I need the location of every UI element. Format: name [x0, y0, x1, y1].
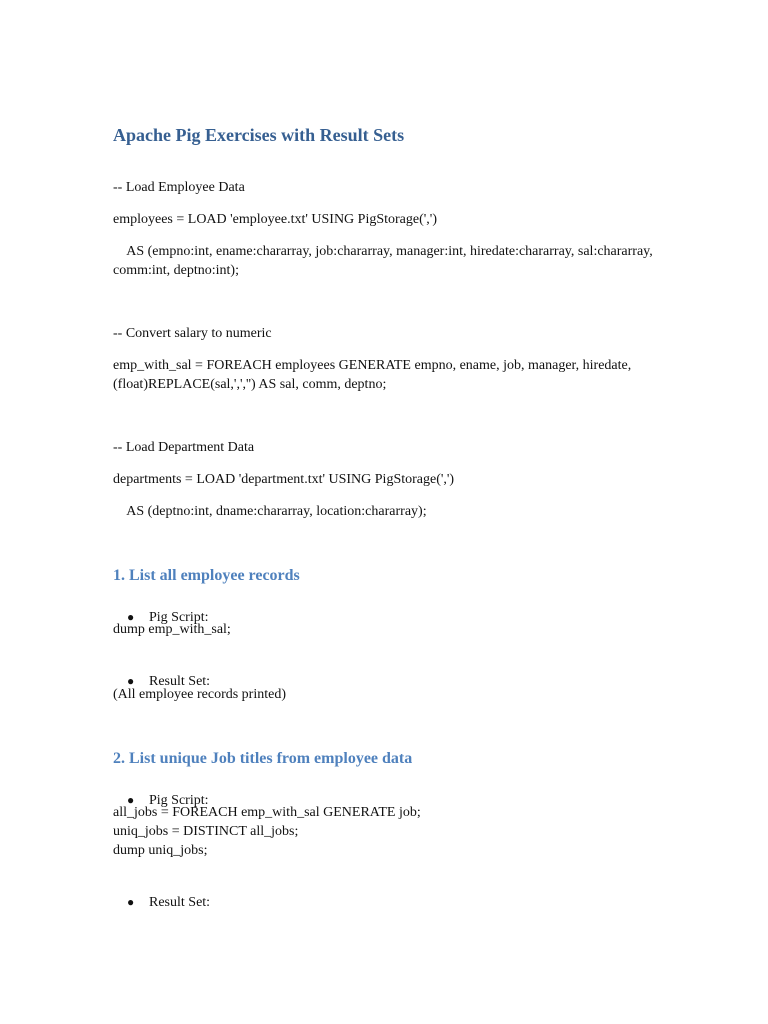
section-2-result-label: Result Set: [149, 895, 211, 910]
section-2-script-line-1: all_jobs = FOREACH emp_with_sal GENERATE job; [113, 805, 421, 820]
convert-salary-line: emp_with_sal = FOREACH employees GENERATE empno, ename, job, manager, hiredate, [113, 358, 632, 373]
section-2-heading: 2. List unique Job titles from employee data [113, 750, 413, 767]
section-2-script-line-2: uniq_jobs = DISTINCT all_jobs; [113, 824, 299, 839]
load-employee-line: employees = LOAD 'employee.txt' USING PigStorage(',') [113, 212, 437, 227]
convert-salary-line-cont: (float)REPLACE(sal,',','') AS sal, comm, deptno; [113, 377, 387, 392]
section-1-script-line: dump emp_with_sal; [113, 622, 231, 637]
document-title: Apache Pig Exercises with Result Sets [113, 125, 405, 145]
bullet-dot-icon: ● [127, 895, 135, 909]
section-2-script-line-3: dump uniq_jobs; [113, 843, 208, 858]
section-1-script-label: Pig Script: [149, 610, 209, 625]
convert-salary-comment: -- Convert salary to numeric [113, 326, 272, 341]
section-1-result-text: (All employee records printed) [113, 687, 286, 702]
bullet-dot-icon: ● [127, 793, 135, 807]
bullet-dot-icon: ● [127, 610, 135, 624]
load-department-line: departments = LOAD 'department.txt' USING PigStorage(',') [113, 472, 455, 487]
load-employee-schema-line: AS (empno:int, ename:chararray, job:chararray, manager:int, hiredate:chararray, sal:chararray, [113, 244, 653, 259]
load-employee-comment: -- Load Employee Data [113, 180, 245, 195]
load-department-comment: -- Load Department Data [113, 440, 255, 455]
section-1-result-label: Result Set: [149, 674, 211, 689]
load-department-schema-line: AS (deptno:int, dname:chararray, location:chararray); [113, 504, 427, 519]
section-2-result-bullet [113, 875, 210, 930]
section-2-script-label: Pig Script: [149, 793, 209, 808]
bullet-dot-icon: ● [127, 674, 135, 688]
load-employee-schema-line-cont: comm:int, deptno:int); [113, 263, 239, 278]
section-1-heading: 1. List all employee records [113, 567, 300, 584]
